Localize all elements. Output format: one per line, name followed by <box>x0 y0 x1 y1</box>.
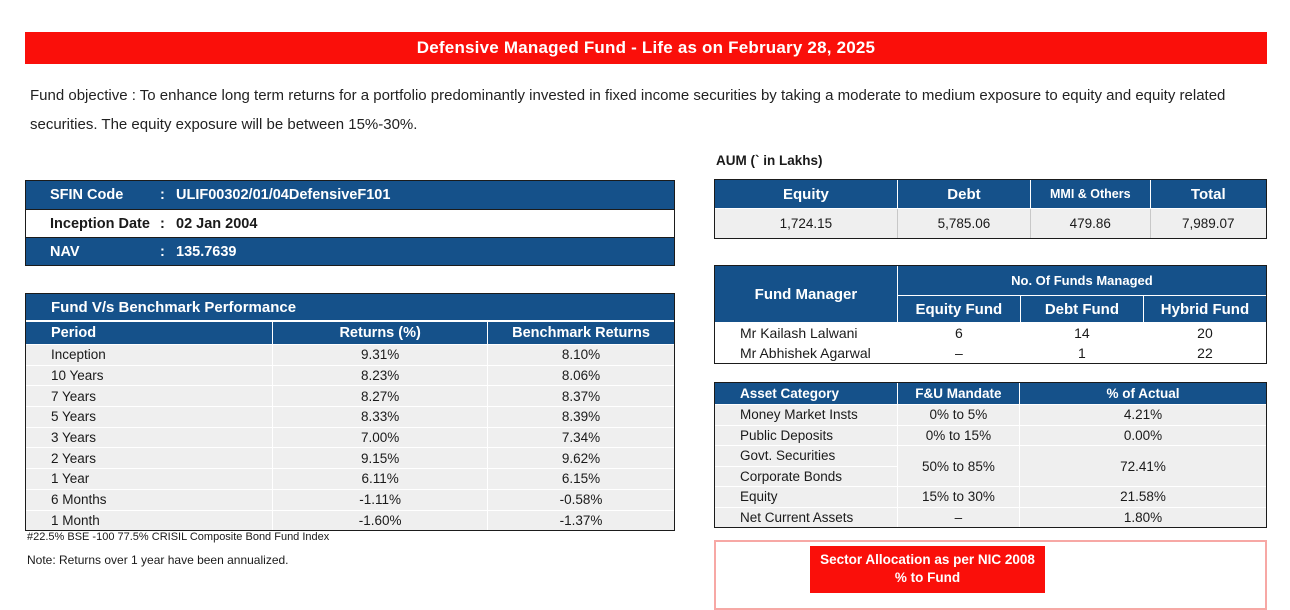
aum-debt-value: 5,785.06 <box>898 209 1030 238</box>
column-header-debt: Debt <box>898 180 1030 208</box>
benchmark-cell: -0.58% <box>488 490 674 510</box>
asset-mandate: 0% to 5% <box>898 405 1019 425</box>
table-row <box>26 386 674 406</box>
asset-category: Equity <box>715 487 897 507</box>
manager-hybrid-count: 22 <box>1144 344 1266 364</box>
fund-info-table <box>25 180 675 266</box>
table-row <box>26 428 674 448</box>
period-cell: Inception <box>26 345 272 365</box>
asset-mandate: 0% to 15% <box>898 426 1019 446</box>
column-header-hybrid-fund: Hybrid Fund <box>1144 296 1266 322</box>
fund-manager-table <box>714 265 1267 364</box>
manager-equity-count: – <box>898 344 1020 364</box>
colon-separator: : <box>160 215 165 232</box>
column-header-equity: Equity <box>715 180 897 208</box>
asset-actual: 4.21% <box>1020 405 1266 425</box>
sector-allocation-title-line2: % to Fund <box>894 570 961 585</box>
benchmark-cell: 7.34% <box>488 428 674 448</box>
returns-cell: -1.11% <box>273 490 487 510</box>
returns-cell: 8.33% <box>273 407 487 427</box>
asset-actual: 21.58% <box>1020 487 1266 507</box>
sfin-code-value: ULIF00302/01/04DefensiveF101 <box>176 187 391 203</box>
aum-header-row <box>715 180 1266 208</box>
manager-name: Mr Kailash Lalwani <box>715 323 897 343</box>
asset-mandate: – <box>898 508 1019 528</box>
column-header-returns: Returns (%) <box>273 322 487 344</box>
aum-value-row <box>715 209 1266 238</box>
asset-category: Net Current Assets <box>715 508 897 528</box>
asset-mandate: 50% to 85% <box>898 446 1019 486</box>
sector-allocation-title <box>810 546 1045 593</box>
returns-cell: 8.23% <box>273 366 487 386</box>
asset-actual: 1.80% <box>1020 508 1266 528</box>
column-header-debt-fund: Debt Fund <box>1021 296 1143 322</box>
period-cell: 5 Years <box>26 407 272 427</box>
benchmark-cell: -1.37% <box>488 511 674 531</box>
benchmark-cell: 8.10% <box>488 345 674 365</box>
performance-table-body <box>26 345 674 530</box>
inception-date-value: 02 Jan 2004 <box>176 215 258 232</box>
table-row <box>26 448 674 468</box>
aum-equity-value: 1,724.15 <box>715 209 897 238</box>
period-cell: 7 Years <box>26 386 272 406</box>
asset-allocation-table <box>714 382 1267 528</box>
aum-label: AUM (` in Lakhs) <box>716 153 823 168</box>
table-row <box>26 490 674 510</box>
column-header-asset-category: Asset Category <box>715 383 897 404</box>
aum-table <box>714 179 1267 239</box>
performance-header-row <box>26 322 674 344</box>
table-row <box>26 407 674 427</box>
returns-cell: 7.00% <box>273 428 487 448</box>
column-header-benchmark: Benchmark Returns <box>488 322 674 344</box>
aum-mmi-value: 479.86 <box>1031 209 1149 238</box>
page-title-banner <box>25 32 1267 64</box>
table-row <box>26 511 674 531</box>
period-cell: 10 Years <box>26 366 272 386</box>
nav-row <box>26 237 674 265</box>
sector-allocation-section <box>714 540 1267 610</box>
returns-cell: 8.27% <box>273 386 487 406</box>
benchmark-cell: 8.06% <box>488 366 674 386</box>
manager-name: Mr Abhishek Agarwal <box>715 344 897 364</box>
manager-debt-count: 14 <box>1021 323 1143 343</box>
column-header-period: Period <box>26 322 272 344</box>
page-title: Defensive Managed Fund - Life as on February 28, 2025 <box>416 38 876 57</box>
returns-cell: 9.31% <box>273 345 487 365</box>
manager-debt-count: 1 <box>1021 344 1143 364</box>
sfin-code-row <box>26 181 674 209</box>
performance-table-title: Fund V/s Benchmark Performance <box>26 294 674 320</box>
benchmark-cell: 9.62% <box>488 448 674 468</box>
table-row <box>26 366 674 386</box>
column-header-total: Total <box>1151 180 1266 208</box>
period-cell: 1 Year <box>26 469 272 489</box>
sfin-code-label: SFIN Code <box>50 187 124 203</box>
table-row <box>26 469 674 489</box>
colon-separator: : <box>160 187 165 203</box>
benchmark-footnote: #22.5% BSE -100 77.5% CRISIL Composite Bond Fund Index <box>27 531 330 543</box>
manager-hybrid-count: 20 <box>1144 323 1266 343</box>
colon-separator: : <box>160 243 165 260</box>
benchmark-cell: 6.15% <box>488 469 674 489</box>
benchmark-cell: 8.37% <box>488 386 674 406</box>
inception-date-label: Inception Date <box>50 215 150 232</box>
asset-category: Public Deposits <box>715 426 897 446</box>
period-cell: 2 Years <box>26 448 272 468</box>
column-header-mmi-others: MMI & Others <box>1031 180 1149 208</box>
asset-category: Govt. Securities <box>715 446 897 466</box>
nav-label: NAV <box>50 243 80 260</box>
column-header-equity-fund: Equity Fund <box>898 296 1020 322</box>
nav-value: 135.7639 <box>176 243 237 260</box>
asset-category: Money Market Insts <box>715 405 897 425</box>
period-cell: 1 Month <box>26 511 272 531</box>
aum-total-value: 7,989.07 <box>1151 209 1266 238</box>
asset-actual: 72.41% <box>1020 446 1266 486</box>
returns-cell: -1.60% <box>273 511 487 531</box>
column-header-fu-mandate: F&U Mandate <box>898 383 1019 404</box>
performance-table <box>25 293 675 531</box>
benchmark-cell: 8.39% <box>488 407 674 427</box>
asset-category: Corporate Bonds <box>715 467 897 487</box>
table-row <box>26 345 674 365</box>
fund-objective-text: Fund objective : To enhance long term returns for a portfolio predominantly invested in fixed income securities by taking a moderate to medium exposure to equity and equity related securities. The equity exposure will be between 15%-30%. <box>30 87 1226 133</box>
column-header-fund-manager: Fund Manager <box>715 266 897 322</box>
asset-mandate: 15% to 30% <box>898 487 1019 507</box>
group-header-funds-managed: No. Of Funds Managed <box>898 266 1266 295</box>
period-cell: 3 Years <box>26 428 272 448</box>
period-cell: 6 Months <box>26 490 272 510</box>
returns-cell: 9.15% <box>273 448 487 468</box>
asset-actual: 0.00% <box>1020 426 1266 446</box>
manager-equity-count: 6 <box>898 323 1020 343</box>
column-header-percent-actual: % of Actual <box>1020 383 1266 404</box>
returns-cell: 6.11% <box>273 469 487 489</box>
annualized-note: Note: Returns over 1 year have been annualized. <box>27 553 289 567</box>
sector-allocation-title-line1: Sector Allocation as per NIC 2008 <box>820 552 1035 567</box>
inception-date-row <box>26 209 674 237</box>
